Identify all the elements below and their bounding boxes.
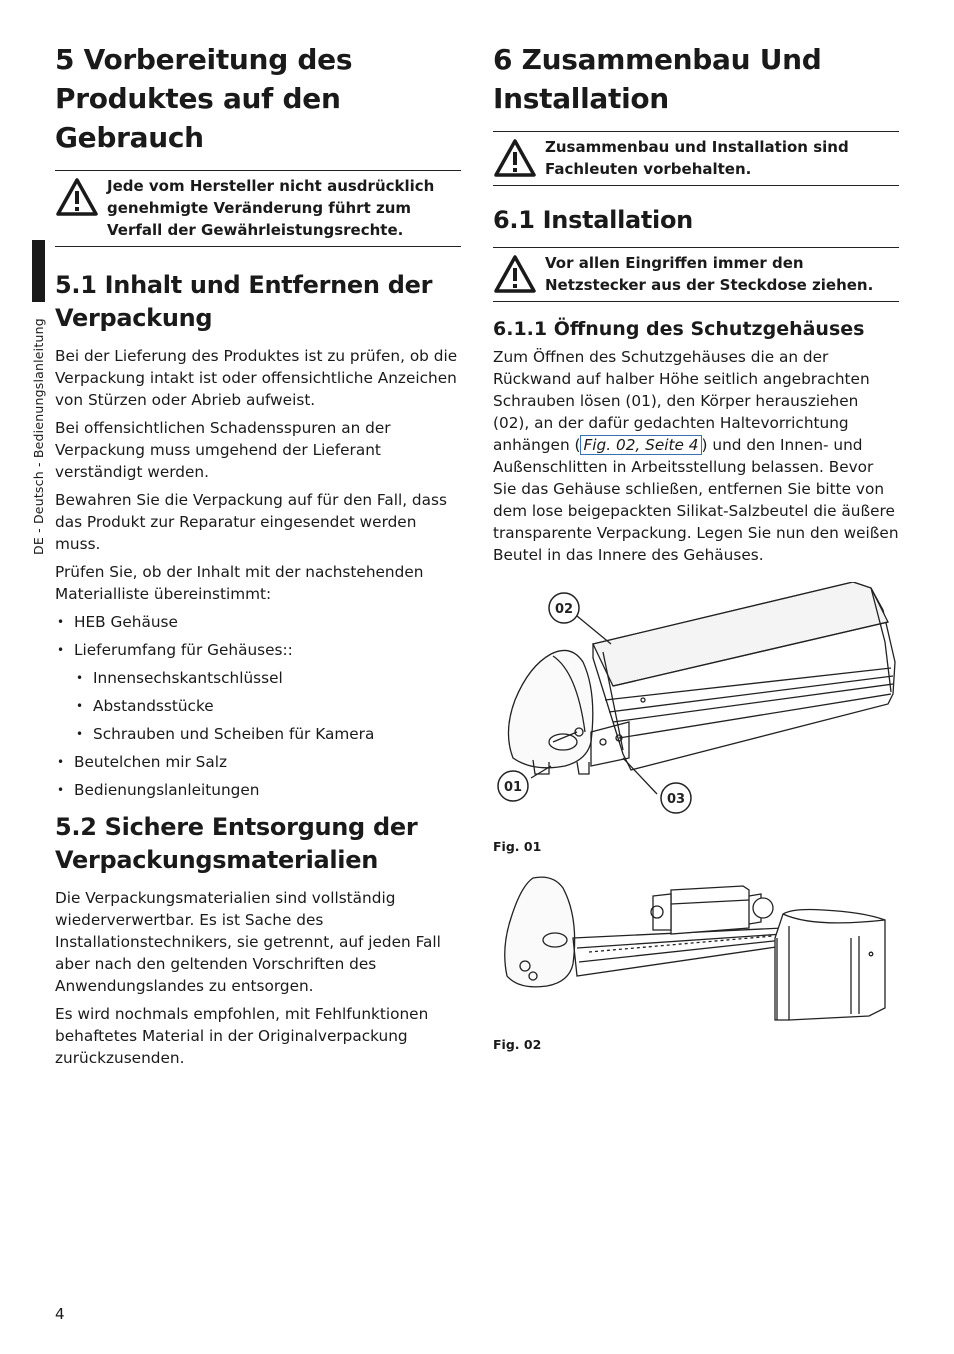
warning-box-3 — [493, 247, 899, 302]
section-5-1-title: 5.1 Inhalt und Entfernen der Verpackung — [55, 271, 433, 332]
paragraph: Es wird nochmals empfohlen, mit Fehlfunktionen behaftetes Material in der Originalverpackung zurückzusenden. — [55, 1005, 429, 1067]
figure-02 — [493, 868, 899, 1028]
list-subitem: • Schrauben und Scheiben für Kamera — [74, 723, 461, 745]
section-6-title: 6 Zusammenbau Und Installation — [493, 43, 822, 115]
warning-box-1 — [55, 170, 461, 247]
callout-01 — [498, 771, 528, 801]
figure-01-caption: Fig. 01 — [493, 839, 542, 854]
list-item: • Bedienungslanleitungen — [55, 779, 461, 801]
callout-03 — [661, 783, 691, 813]
contents-list — [55, 611, 461, 801]
figure-01 — [493, 582, 899, 832]
callout-label-03: 03 — [666, 792, 686, 807]
list-subitem: • Abstandsstücke — [74, 695, 461, 717]
warning-triangle-icon — [55, 177, 99, 217]
section-5-2-title: 5.2 Sichere Entsorgung der Verpackungsmaterialien — [55, 813, 418, 874]
warning-triangle-icon — [493, 138, 537, 178]
paragraph: Prüfen Sie, ob der Inhalt mit der nachstehenden Materialliste übereinstimmt: — [55, 563, 424, 603]
paragraph: Bei der Lieferung des Produktes ist zu prüfen, ob die Verpackung intakt ist oder offensichtliche Anzeichen von Stürzen oder Abrieb aufweist. — [55, 347, 458, 409]
list-subitem: • Innensechskantschlüssel — [74, 667, 461, 689]
paragraph-opening — [493, 346, 899, 566]
section-5-title: 5 Vorbereitung des Produktes auf den Gebrauch — [55, 43, 353, 154]
callout-label-01: 01 — [503, 780, 523, 795]
callout-label-02: 02 — [554, 602, 574, 617]
callout-02 — [549, 593, 579, 623]
paragraph-text: Zum Öffnen des Schutzgehäuses die an der Rückwand auf halber Höhe seitlich angebrachten Schrauben lösen (01), den Körper herausziehen (02), an der dafür gedachten Haltevorrichtung anhängen ( — [493, 348, 870, 454]
housing-body-extracted-illustration — [493, 868, 899, 1028]
warning-box-2 — [493, 131, 899, 186]
paragraph: Bewahren Sie die Verpackung auf für den Fall, dass das Produkt zur Reparatur eingesendet werden muss. — [55, 491, 447, 553]
page-number: 4 — [55, 1305, 65, 1323]
right-column — [493, 40, 899, 1056]
paragraph-text: ) und den Innen- und Außenschlitten in Arbeitsstellung belassen. Bevor Sie das Gehäuse schließen, entfernen Sie bitte von dem lose beigepackten Silikat-Salzbeutel die äußere transparente Verpackung. Legen Sie nun den weißen Beutel in das Innere des Gehäuses. — [493, 436, 899, 564]
list-item: • Beutelchen mir Salz — [55, 751, 461, 773]
list-item: • Lieferumfang für Gehäuses:: — [55, 639, 461, 661]
figure-02-caption: Fig. 02 — [493, 1037, 542, 1052]
paragraph: Bei offensichtlichen Schadensspuren an der Verpackung muss umgehend der Lieferant verständigt werden. — [55, 419, 391, 481]
warning-text-1: Jede vom Hersteller nicht ausdrücklich genehmigte Veränderung führt zum Verfall der Gewährleistungsrechte. — [107, 177, 435, 239]
left-column — [55, 40, 461, 1075]
warning-text-2: Zusammenbau und Installation sind Fachleuten vorbehalten. — [545, 138, 849, 178]
warning-text-3: Vor allen Eingriffen immer den Netzstecker aus der Steckdose ziehen. — [545, 254, 874, 294]
side-tab-marker — [32, 240, 45, 302]
figure-reference-link[interactable]: Fig. 02, Seite 4 — [580, 435, 701, 455]
paragraph: Die Verpackungsmaterialien sind vollständig wiederverwertbar. Es ist Sache des Installationstechnikers, sie getrennt, auf jeden Fall aber nach den geltenden Vorschriften des Anwendungslandes zu entsorgen. — [55, 889, 441, 995]
sidebar-language-label: DE - Deutsch - Bedienungslanleitung — [31, 318, 46, 555]
section-6-1-1-title: 6.1.1 Öffnung des Schutzgehäuses — [493, 318, 865, 340]
housing-open-illustration — [493, 582, 899, 832]
warning-triangle-icon — [493, 254, 537, 294]
section-6-1-title: 6.1 Installation — [493, 206, 693, 234]
list-item: • HEB Gehäuse — [55, 611, 461, 633]
